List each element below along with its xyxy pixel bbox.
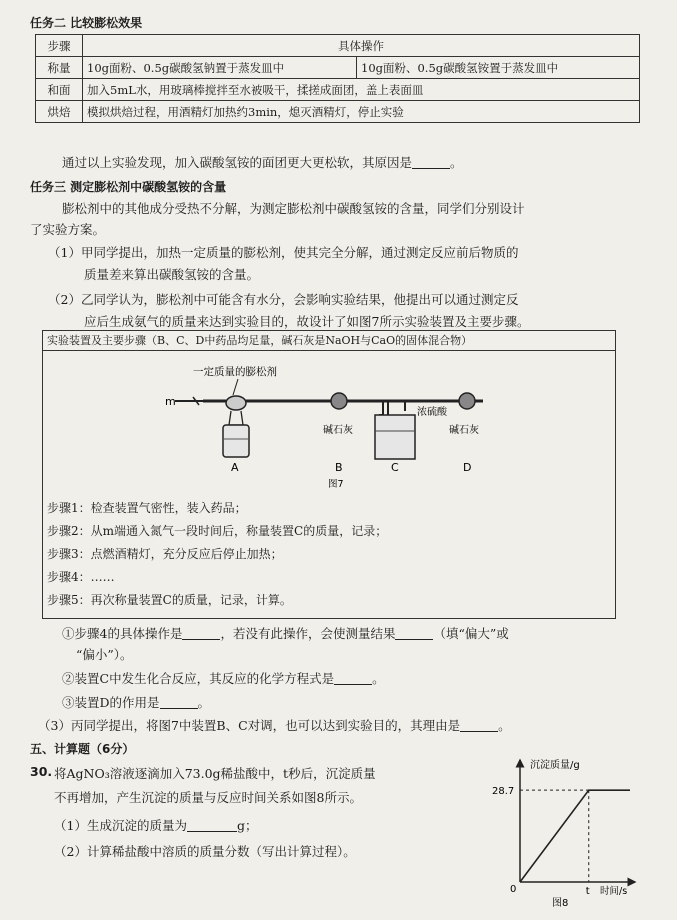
task3-title: 任务三 测定膨松剂中碳酸氢铵的含量 xyxy=(30,180,227,194)
q30-line1: 将AgNO₃溶液逐滴加入73.0g稀盐酸中，t秒后，沉淀质量 xyxy=(54,766,376,781)
table-cell-right: 10g面粉、0.5g碳酸氢铵置于蒸发皿中 xyxy=(357,57,640,79)
inlet-label-m: m xyxy=(165,395,176,408)
x-axis-label: 时间/s xyxy=(600,886,628,897)
step-item: 步骤4：…… xyxy=(47,570,115,584)
sample-label: 一定质量的膨松剂 xyxy=(193,366,277,378)
table-cell-step: 和面 xyxy=(36,79,83,101)
step-item: 步骤2：从m端通入氮气一段时间后，称量装置C的质量，记录； xyxy=(47,524,388,538)
question-1-tail: “偏小”）。 xyxy=(76,647,133,662)
table-row xyxy=(36,101,640,123)
answer-blank[interactable] xyxy=(187,819,237,832)
question-1 xyxy=(62,624,509,642)
table-cell-step: 烘焙 xyxy=(36,101,83,123)
origin-label: 0 xyxy=(510,884,517,895)
apparatus-b xyxy=(323,393,353,490)
experiment-header: 实验装置及主要步骤（B、C、D中药品均足量，碱石灰是NaOH与CaO的固体混合物） xyxy=(43,331,615,351)
table-header-step: 步骤 xyxy=(36,35,83,57)
part2-line2: 应后生成氨气的质量来达到实验目的，故设计了如图7所示实验装置及主要步骤。 xyxy=(84,314,530,329)
task3-intro-line1: 膨松剂中的其他成分受热不分解，为测定膨松剂中碳酸氢铵的含量，同学们分别设计 xyxy=(62,201,525,216)
q30-sub1-unit: g； xyxy=(236,818,258,833)
wash-bottle xyxy=(375,415,415,459)
fig7-label: 图7 xyxy=(328,479,344,490)
sample-pointer xyxy=(233,379,238,395)
y-tick-label: 28.7 xyxy=(492,786,515,798)
part2-line1: （2）乙同学认为，膨松剂中可能含有水分，会影响实验结果，他提出可以通过测定反 xyxy=(48,292,519,307)
table-cell-left: 10g面粉、0.5g碳酸氢钠置于蒸发皿中 xyxy=(83,57,357,79)
y-axis-label: 沉淀质量/g xyxy=(530,760,580,771)
table-row xyxy=(36,79,640,101)
drying-bulb-b xyxy=(331,393,347,409)
part1-line2: 质量差来算出碳酸氢铵的含量。 xyxy=(84,267,260,282)
question-2: ②装置C中发生化合反应，其反应的化学方程式是 。 xyxy=(62,671,385,686)
table-header-row xyxy=(36,35,640,57)
q30-line2: 不再增加，产生沉淀的质量与反应时间关系如图8所示。 xyxy=(54,790,362,805)
step-item: 步骤3：点燃酒精灯，充分反应后停止加热； xyxy=(47,547,283,561)
label-acid: 浓硫酸 xyxy=(417,407,447,418)
answer-blank[interactable] xyxy=(334,672,372,685)
task3-intro-line2: 了实验方案。 xyxy=(30,222,106,237)
apparatus-a xyxy=(223,396,249,474)
label-c: C xyxy=(391,461,399,474)
label-d: D xyxy=(463,461,472,474)
apparatus-c xyxy=(375,401,448,474)
label-soda-lime-d: 碱石灰 xyxy=(449,425,479,436)
task2-conclusion: 通过以上实验发现，加入碳酸氢铵的面团更大更松软，其原因是 。 xyxy=(62,155,463,170)
apparatus-d xyxy=(449,393,479,474)
question-1-text-c: （填“偏大”或 xyxy=(433,626,509,641)
question-3: ③装置D的作用是 。 xyxy=(62,695,211,710)
question-3-text: ③装置D的作用是 xyxy=(62,695,160,710)
question-1-text-a: ①步骤4的具体操作是 xyxy=(62,626,183,641)
series-line xyxy=(520,790,630,882)
q30-sub1-text: （1）生成沉淀的质量为 xyxy=(54,818,187,833)
question-1-text-b: ，若没有此操作，会使测量结果 xyxy=(220,626,396,641)
alcohol-lamp xyxy=(223,425,249,457)
part-3-text: （3）丙同学提出，将图7中装置B、C对调，也可以达到实验目的，其理由是 xyxy=(38,718,461,733)
apparatus-figure xyxy=(43,353,615,493)
q30-number: 30. xyxy=(30,764,53,779)
task2-title: 任务二 比较膨松效果 xyxy=(30,16,143,30)
fig8-label: 图8 xyxy=(552,898,569,909)
table-row xyxy=(36,57,640,79)
part-3: （3）丙同学提出，将图7中装置B、C对调，也可以达到实验目的，其理由是 。 xyxy=(38,718,511,733)
label-a: A xyxy=(231,461,239,474)
part1-line1: （1）甲同学提出，加热一定质量的膨松剂，使其完全分解，通过测定反应前后物质的 xyxy=(48,245,519,260)
q30-sub2: （2）计算稀盐酸中溶质的质量分数（写出计算过程）。 xyxy=(54,844,356,859)
experiment-box xyxy=(42,330,616,619)
precipitate-chart xyxy=(490,752,640,912)
conclusion-text: 通过以上实验发现，加入碳酸氢铵的面团更大更松软，其原因是 xyxy=(62,155,413,170)
sample-tube xyxy=(226,396,246,410)
step-item: 步骤5：再次称量装置C的质量，记录，计算。 xyxy=(47,593,292,607)
q30-sub1 xyxy=(54,816,257,834)
answer-blank[interactable] xyxy=(412,156,450,169)
table-header-operation: 具体操作 xyxy=(83,35,640,57)
table-cell-step: 称量 xyxy=(36,57,83,79)
table-cell-text: 模拟烘焙过程，用酒精灯加热约3min，熄灭酒精灯，停止实验 xyxy=(83,101,640,123)
answer-blank[interactable] xyxy=(395,627,433,640)
label-soda-lime-b: 碱石灰 xyxy=(323,425,353,436)
question-2-text: ②装置C中发生化合反应，其反应的化学方程式是 xyxy=(62,671,335,686)
section5-title: 五、计算题（6分） xyxy=(30,742,135,756)
x-tick-label: t xyxy=(585,886,590,897)
procedure-table xyxy=(35,34,640,123)
drying-bulb-d xyxy=(459,393,475,409)
answer-blank[interactable] xyxy=(160,696,198,709)
label-b: B xyxy=(335,461,343,474)
answer-blank[interactable] xyxy=(182,627,220,640)
table-cell-text: 加入5mL水，用玻璃棒搅拌至水被吸干，揉搓成面团，盖上表面皿 xyxy=(83,79,640,101)
step-item: 步骤1：检查装置气密性，装入药品； xyxy=(47,501,247,515)
answer-blank[interactable] xyxy=(460,719,498,732)
flame-icon xyxy=(229,411,243,425)
